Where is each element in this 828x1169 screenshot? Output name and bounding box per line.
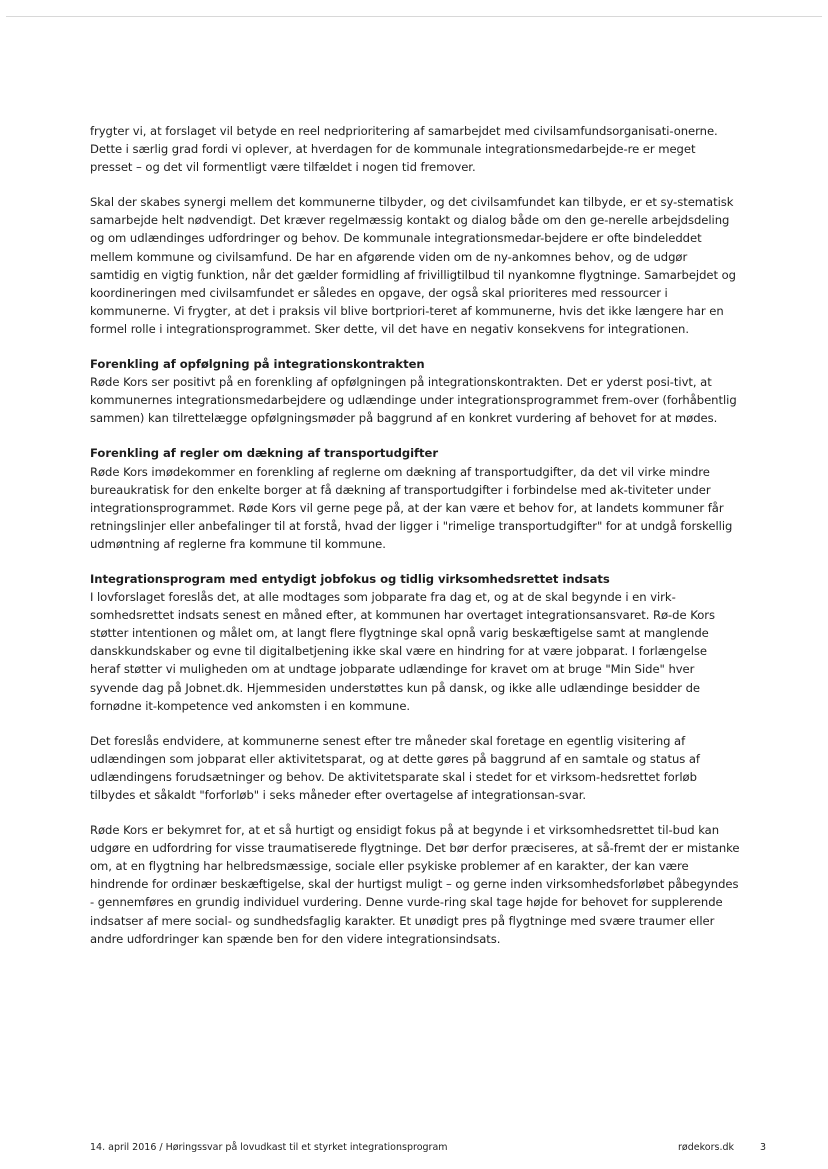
paragraph: Røde Kors er bekymret for, at et så hurtigt og ensidigt fokus på at begynde i et virksomhedsrettet til-bud kan udgøre en udfordring for visse traumatiserede flygtninge. Det bør derfor præciseres, at så-fremt der er mistanke om, at en flygtning har helbredsmæssige, sociale eller psykiske problemer af en karakter, der kan være hindrende for ordinær beskæftigelse, skal der hurtigst muligt – og gerne inden virksomhedsforløbet påbegyndes - gennemføres en grundig individuel vurdering. Denne vurde-ring skal tage højde for behovet for supplerende indsatser af mere social- og sundhedsfaglig karakter. Et unødigt pres på flygtninge med svære traumer eller andre udfordringer kan spænde ben for den videre integrationsindsats. bbox=[90, 823, 740, 946]
paragraph: Det foreslås endvidere, at kommunerne senest efter tre måneder skal foretage en egentlig visitering af udlændingen som jobparat eller aktivitetsparat, og at dette gøres på baggrund af en samtale og status af udlændingens forudsætninger og behov. De aktivitetsparate skal i stedet for et virksom-hedsrettet forløb tilbydes et såkaldt "forforløb" i seks måneder efter overtagelse af integrationsan-svar. bbox=[90, 733, 700, 802]
page-footer bbox=[90, 1141, 766, 1155]
footer-text: 14. april 2016 / Høringssvar på lovudkast til et styrket integrationsprogram bbox=[90, 1142, 448, 1153]
section-heading: Forenkling af opfølgning på integrationskontrakten bbox=[90, 357, 425, 372]
paragraph: Røde Kors ser positivt på en forenkling af opfølgningen på integrationskontrakten. Det er yderst posi-tivt, at kommunernes integrationsmedarbejdere og udlændinge under integrationsprogrammet frem-over (forhåbentlig sammen) kan tilrettelægge opfølgningsmøder på baggrund af en konkret vurdering af behovet for at mødes. bbox=[90, 375, 737, 426]
footer-url: rødekors.dk bbox=[678, 1142, 734, 1153]
paragraph: frygter vi, at forslaget vil betyde en reel nedprioritering af samarbejdet med civilsamfundsorganisati-onerne. Dette i særlig grad fordi vi oplever, at hverdagen for de kommunale integrationsmedarbejde-re er meget presset – og det vil formentligt være tilfældet i nogen tid fremover. bbox=[90, 124, 718, 175]
paragraph: Røde Kors imødekommer en forenkling af reglerne om dækning af transportudgifter, da det vil virke mindre bureaukratisk for den enkelte borger at få dækning af transportudgifter i forbindelse med ak-tiviteter under integrationsprogrammet. Røde Kors vil gerne pege på, at der kan være et behov for, at landets kommuner får retningslinjer eller anbefalinger til at forstå, hvad der ligger i "rimelige transportudgifter" for at undgå forskellig udmøntning af reglerne fra kommune til kommune. bbox=[90, 464, 733, 551]
scan-edge-line bbox=[6, 16, 822, 17]
section-heading: Forenkling af regler om dækning af transportudgifter bbox=[90, 446, 438, 461]
paragraph: Skal der skabes synergi mellem det kommunerne tilbyder, og det civilsamfundet kan tilbyde, er et sy-stematisk samarbejde helt nødvendigt. Det kræver regelmæssig kontakt og dialog både om den ge-nerelle arbejdsdeling og om udlændinges udfordringer og behov. De kommunale integrationsmedar-bejdere er ofte bindeleddet mellem kommune og civilsamfund. De har en afgørende viden om de ny-ankomnes behov, og de udgør samtidig en vigtig funktion, når det gælder formidling af frivilligtilbud til nyankomne flygtninge. Samarbejdet og koordineringen med civilsamfundet er således en opgave, der også skal prioriteres med ressourcer i kommunerne. Vi frygter, at det i praksis vil blive bortpriori-teret af kommunerne, hvis det ikke længere har en formel rolle i integrationsprogrammet. Sker dette, vil det have en negativ konsekvens for integrationen. bbox=[90, 195, 736, 336]
section-heading: Integrationsprogram med entydigt jobfokus og tidlig virksomhedsrettet indsats bbox=[90, 571, 610, 586]
paragraph: I lovforslaget foreslås det, at alle modtages som jobparate fra dag et, og at de skal begynde i en virk-somhedsrettet indsats senest en måned efter, at kommunen har overtaget integrationsansvaret. Rø-de Kors støtter intentionen og målet om, at langt flere flygtninge skal opnå varig beskæftigelse samt at manglende danskkundskaber og evne til digitalbetjening ikke skal være en hindring for at være jobparat. I forlængelse heraf støtter vi muligheden om at undtage jobparate udlændinge for kravet om at bruge "Min Side" hver syvende dag på Jobnet.dk. Hjemmesiden understøttes kun på dansk, og ikke alle udlændinge besidder de fornødne it-kompetence ved ankomsten i en kommune. bbox=[90, 590, 715, 713]
page-number: 3 bbox=[759, 1142, 766, 1153]
document-body bbox=[90, 122, 740, 948]
